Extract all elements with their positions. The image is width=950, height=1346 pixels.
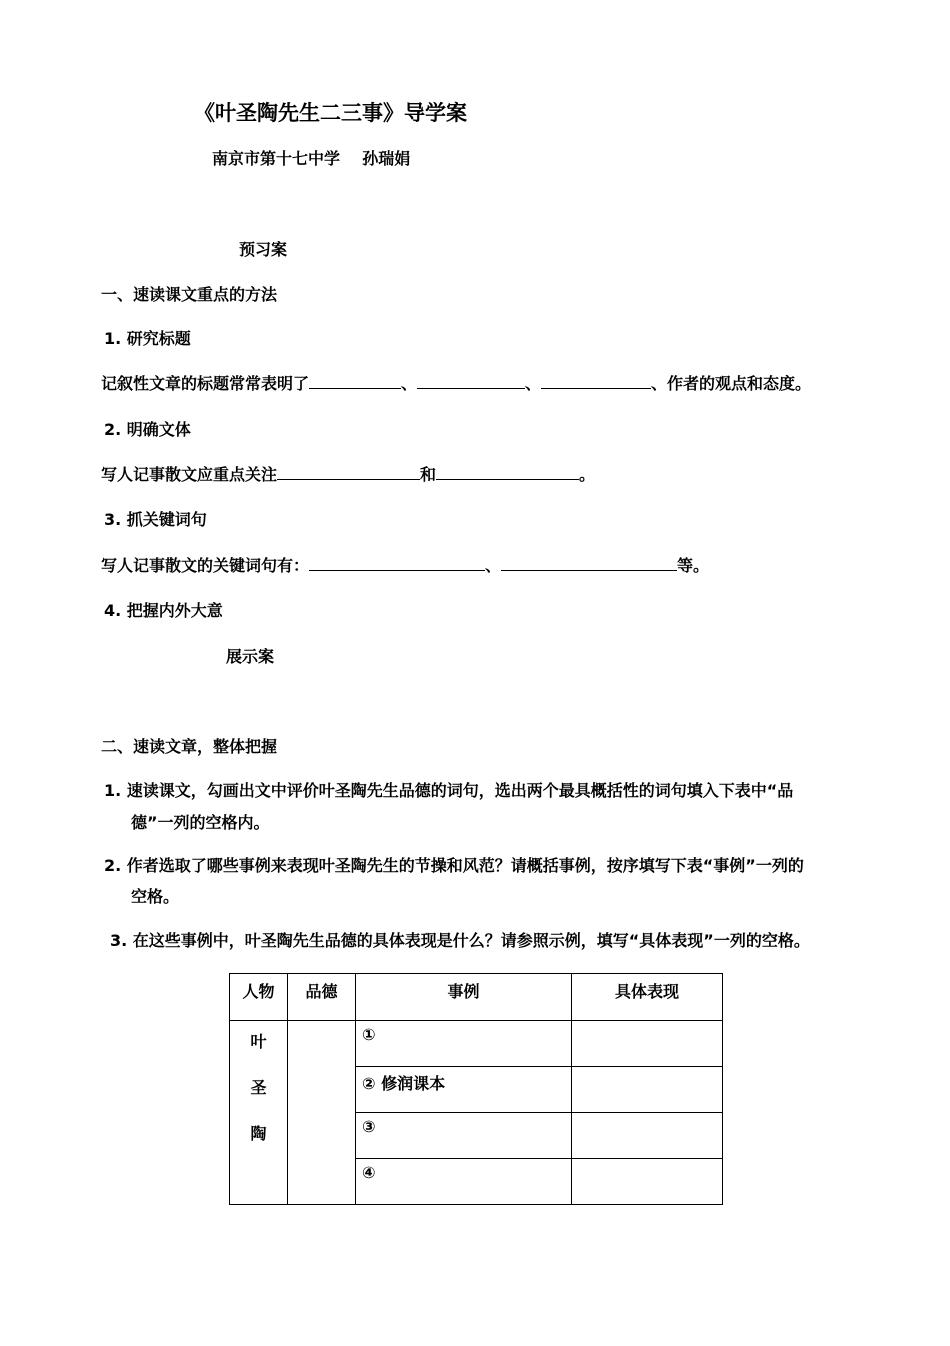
person-char: 叶 xyxy=(250,1032,267,1051)
part2-q1-line2: 德”一列的空格内。 xyxy=(131,813,270,832)
performance-cell[interactable] xyxy=(572,1159,723,1205)
item2-text-c: 。 xyxy=(579,465,596,484)
item3-text-c: 等。 xyxy=(677,556,710,575)
item3-text-a: 写人记事散文的关键词句有： xyxy=(101,556,310,575)
part1-item3-text xyxy=(101,555,709,577)
header-performance: 具体表现 xyxy=(572,974,723,1021)
header-person: 人物 xyxy=(230,974,288,1021)
part1-item3: 3. 抓关键词句 xyxy=(104,510,207,529)
performance-cell[interactable] xyxy=(572,1113,723,1159)
blank-field[interactable] xyxy=(417,373,525,389)
part1-item2: 2. 明确文体 xyxy=(104,420,191,439)
item1-text-c: 、 xyxy=(525,374,542,393)
header-event: 事例 xyxy=(356,974,572,1021)
person-cell xyxy=(230,1021,288,1205)
blank-field[interactable] xyxy=(309,555,485,571)
event-cell[interactable] xyxy=(356,1067,572,1113)
section-show-heading: 展示案 xyxy=(226,647,275,666)
virtue-cell[interactable] xyxy=(288,1021,356,1205)
worksheet-table xyxy=(229,973,723,1205)
part2-heading: 二、速读文章，整体把握 xyxy=(101,737,278,756)
person-char: 圣 xyxy=(250,1078,267,1097)
item3-text-b: 、 xyxy=(485,556,502,575)
event-label: ③ xyxy=(362,1117,376,1136)
blank-field[interactable] xyxy=(541,373,651,389)
blank-field[interactable] xyxy=(277,464,420,480)
part1-heading: 一、速读课文重点的方法 xyxy=(101,285,278,304)
event-label: ④ xyxy=(362,1163,376,1182)
blank-field[interactable] xyxy=(501,555,677,571)
page-title: 《叶圣陶先生二三事》导学案 xyxy=(194,101,467,125)
item1-text-b: 、 xyxy=(401,374,418,393)
event-label: ① xyxy=(362,1025,376,1044)
item2-text-a: 写人记事散文应重点关注 xyxy=(101,465,278,484)
section-preview-heading: 预习案 xyxy=(239,240,288,259)
part1-item2-text xyxy=(101,464,595,486)
blank-field[interactable] xyxy=(436,464,579,480)
author-line: 南京市第十七中学 孙瑞娟 xyxy=(212,149,411,168)
part1-item1-text xyxy=(101,373,811,395)
event-cell[interactable] xyxy=(356,1113,572,1159)
performance-cell[interactable] xyxy=(572,1067,723,1113)
part1-item4: 4. 把握内外大意 xyxy=(104,601,223,620)
item1-text-d: 、作者的观点和态度。 xyxy=(651,374,812,393)
part1-item1: 1. 研究标题 xyxy=(104,329,191,348)
part2-q1-line1: 1. 速读课文，勾画出文中评价叶圣陶先生品德的词句，选出两个最具概括性的词句填入下表中“品 xyxy=(104,781,794,800)
item2-text-b: 和 xyxy=(420,465,437,484)
person-char: 陶 xyxy=(250,1124,267,1143)
header-virtue: 品德 xyxy=(288,974,356,1021)
event-cell[interactable] xyxy=(356,1021,572,1067)
event-cell[interactable] xyxy=(356,1159,572,1205)
blank-field[interactable] xyxy=(309,373,401,389)
part2-q2-line1: 2. 作者选取了哪些事例来表现叶圣陶先生的节操和风范？请概括事例，按序填写下表“事例”一列的 xyxy=(104,856,804,875)
part2-q3: 3. 在这些事例中，叶圣陶先生品德的具体表现是什么？请参照示例，填写“具体表现”一列的空格。 xyxy=(110,931,810,950)
event-label: ② 修润课本 xyxy=(362,1074,446,1093)
item1-text-a: 记叙性文章的标题常常表明了 xyxy=(101,374,310,393)
performance-cell[interactable] xyxy=(572,1021,723,1067)
part2-q2-line2: 空格。 xyxy=(131,887,180,906)
